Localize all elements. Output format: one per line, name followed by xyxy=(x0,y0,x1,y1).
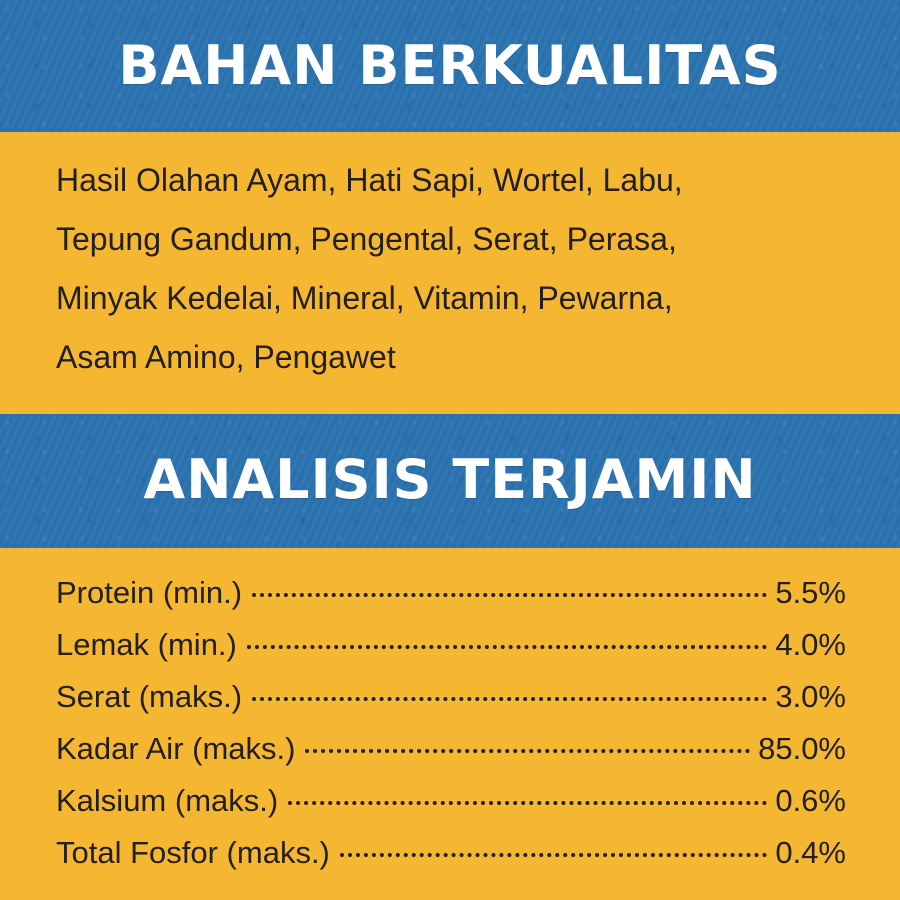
analysis-row-serat xyxy=(56,674,846,720)
dot-leader xyxy=(252,697,767,701)
analysis-header-band xyxy=(0,414,900,548)
ingredients-heading: BAHAN BERKUALITAS xyxy=(118,34,782,97)
analysis-row-fosfor xyxy=(56,830,846,876)
dot-leader xyxy=(305,749,750,753)
dot-leader xyxy=(252,593,767,597)
dot-leader xyxy=(340,853,767,857)
dot-leader xyxy=(288,801,767,805)
analysis-heading: ANALISIS TERJAMIN xyxy=(143,448,757,511)
analysis-row-kadar-air xyxy=(56,726,846,772)
analysis-value: 0.4% xyxy=(775,835,846,870)
dot-leader xyxy=(247,645,767,649)
analysis-label: Total Fosfor (maks.) xyxy=(56,835,330,870)
ingredients-panel xyxy=(0,132,900,414)
ingredients-header-band xyxy=(0,0,900,132)
analysis-label: Protein (min.) xyxy=(56,575,243,610)
analysis-value: 0.6% xyxy=(775,783,846,818)
ingredients-line: Tepung Gandum, Pengental, Serat, Perasa, xyxy=(56,221,677,257)
ingredients-line: Asam Amino, Pengawet xyxy=(56,339,396,375)
analysis-label: Kadar Air (maks.) xyxy=(56,731,296,766)
analysis-label: Kalsium (maks.) xyxy=(56,783,279,818)
analysis-label: Serat (maks.) xyxy=(56,679,243,714)
analysis-value: 4.0% xyxy=(775,627,846,662)
ingredients-line: Hasil Olahan Ayam, Hati Sapi, Wortel, Labu, xyxy=(56,162,683,198)
analysis-row-protein xyxy=(56,570,846,616)
analysis-row-kalsium xyxy=(56,778,846,824)
analysis-row-lemak xyxy=(56,622,846,668)
analysis-value: 3.0% xyxy=(775,679,846,714)
analysis-label: Lemak (min.) xyxy=(56,627,237,662)
analysis-panel xyxy=(0,548,900,900)
ingredients-line: Minyak Kedelai, Mineral, Vitamin, Pewarna, xyxy=(56,280,673,316)
analysis-value: 85.0% xyxy=(758,731,846,766)
analysis-value: 5.5% xyxy=(775,575,846,610)
